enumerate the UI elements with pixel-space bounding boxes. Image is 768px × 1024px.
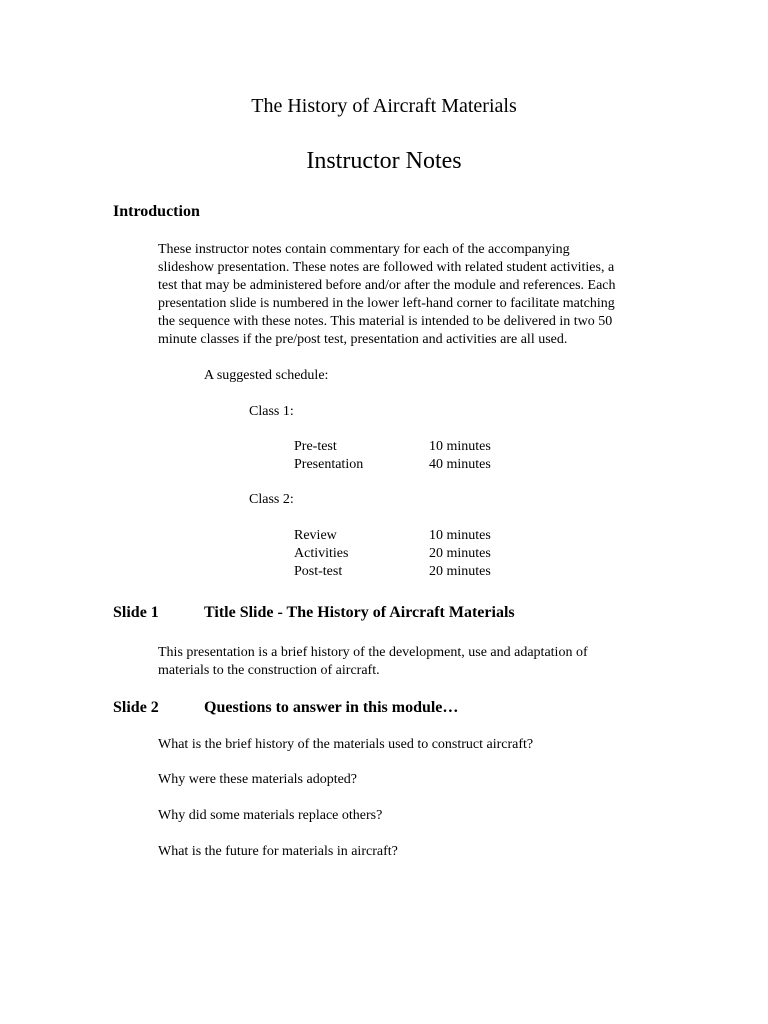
slide-title: Title Slide - The History of Aircraft Materials	[204, 604, 515, 621]
slide-number: Slide 2	[113, 699, 159, 716]
question-item: What is the brief history of the materials used to construct aircraft?	[158, 737, 534, 752]
question-item: Why did some materials replace others?	[158, 808, 383, 823]
paragraph-line: This presentation is a brief history of the development, use and adaptation of	[158, 645, 588, 660]
document-subtitle: Instructor Notes	[306, 148, 462, 174]
document-title: The History of Aircraft Materials	[251, 95, 517, 117]
paragraph-line: the sequence with these notes. This material is intended to be delivered in two 50	[158, 314, 613, 329]
schedule-activity: Activities	[294, 546, 349, 561]
question-item: Why were these materials adopted?	[158, 772, 358, 787]
question-item: What is the future for materials in aircraft?	[158, 844, 398, 859]
introduction-paragraph	[158, 241, 638, 349]
schedule-activity: Post-test	[294, 564, 343, 579]
paragraph-line: These instructor notes contain commentary for each of the accompanying	[158, 242, 570, 257]
schedule-activity: Review	[294, 528, 337, 543]
schedule-duration: 20 minutes	[429, 564, 491, 579]
schedule-duration: 10 minutes	[429, 439, 491, 454]
introduction-heading: Introduction	[113, 203, 200, 220]
class-label: Class 2:	[249, 492, 294, 507]
paragraph-line: minute classes if the pre/post test, presentation and activities are all used.	[158, 332, 568, 347]
paragraph-line: slideshow presentation. These notes are followed with related student activities, a	[158, 260, 615, 275]
paragraph-line: test that may be administered before and/or after the module and references. Each	[158, 278, 616, 293]
class-label: Class 1:	[249, 404, 294, 419]
slide-body	[158, 644, 638, 680]
schedule-duration: 20 minutes	[429, 546, 491, 561]
schedule-duration: 10 minutes	[429, 528, 491, 543]
slide-title: Questions to answer in this module…	[204, 699, 459, 716]
paragraph-line: presentation slide is numbered in the lower left-hand corner to facilitate matching	[158, 296, 615, 311]
schedule-activity: Pre-test	[294, 439, 337, 454]
schedule-duration: 40 minutes	[429, 457, 491, 472]
paragraph-line: materials to the construction of aircraft.	[158, 663, 380, 678]
schedule-intro: A suggested schedule:	[204, 368, 329, 383]
slide-number: Slide 1	[113, 604, 159, 621]
schedule-activity: Presentation	[294, 457, 364, 472]
